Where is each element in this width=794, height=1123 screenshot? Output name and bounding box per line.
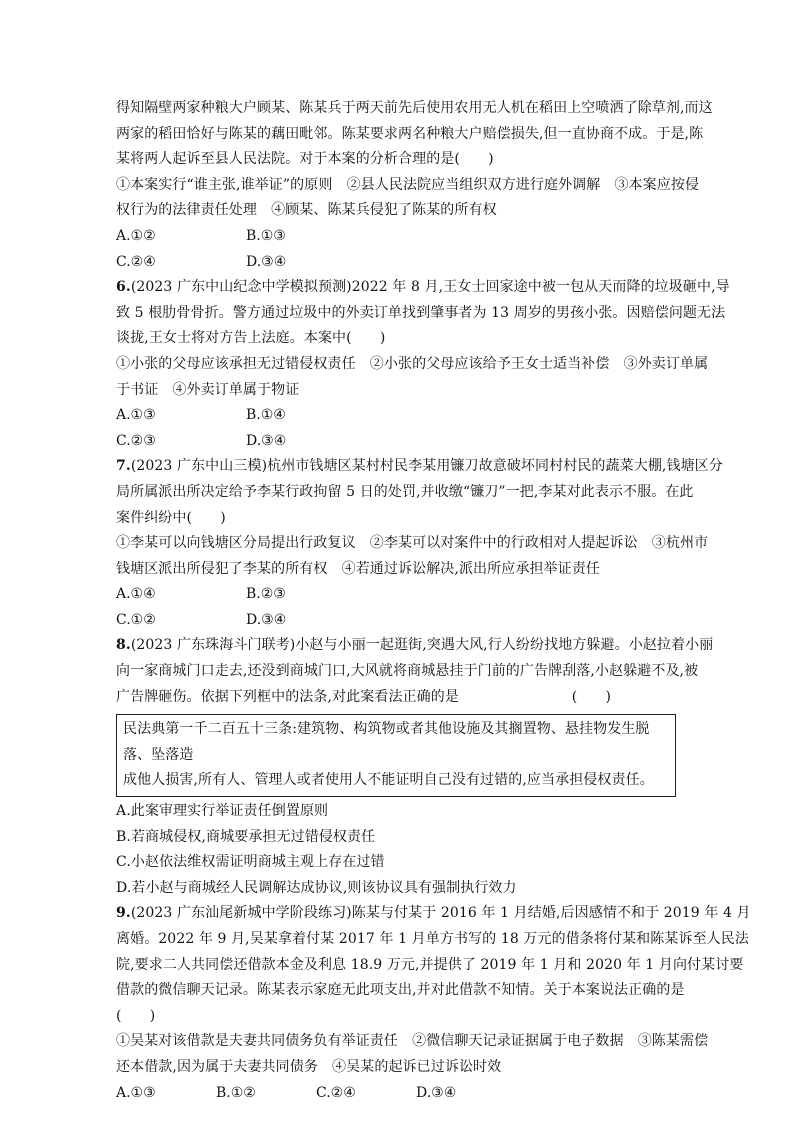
q7-statement-line: 钱塘区派出所侵犯了李某的所有权 ④若通过诉讼解决,派出所应承担举证责任 [116,560,600,577]
question-6 [116,275,730,454]
q7-stem-line: 案件纠纷中( ) [116,509,226,526]
q6-statement-line: 于书证 ④外卖订单属于物证 [116,381,300,398]
q7-options-row [116,582,690,608]
q6-stem-text: (2023 广东中山纪念中学模拟预测)2022 年 8 月,王女士回家途中被一包从天而降的垃圾砸中,导 [130,279,730,296]
q6-statement-line: ①小张的父母应该承担无过错侵权责任 ②小张的父母应该给予王女士适当补偿 ③外卖订单属 [116,355,709,372]
q5-stem-line: 两家的稻田恰好与陈某的藕田毗邻。陈某要求两名种粮大户赔偿损失,但一直协商不成。于是,陈 [116,125,704,142]
q8-law-excerpt-box [116,714,676,797]
q5-statement-line: ①本案实行“谁主张,谁举证”的原则 ②县人民法院应当组织双方进行庭外调解 ③本案应按侵 [116,176,700,193]
q6-stem-line: 谈拢,王女士将对方告上法庭。本案中( ) [116,330,386,347]
q5-option-a[interactable]: A.①② [116,227,156,244]
q7-option-a[interactable]: A.①④ [116,586,156,603]
q9-stem-text: (2023 广东汕尾新城中学阶段练习)陈某与付某于 2016 年 1 月结婚,后因感情不和于 2019 年 4 月 [130,905,751,922]
question-8 [116,633,714,901]
q7-stem-text: (2023 广东中山三模)杭州市钱塘区某村村民李某用镰刀故意破坏同村村民的蔬菜大棚,钱塘区分 [130,458,723,475]
q6-stem-line [116,275,730,301]
q7-stem-line [116,454,723,480]
q5-statement-line: 权行为的法律责任处理 ④顾某、陈某兵侵犯了陈某的所有权 [116,202,497,219]
q8-option-c[interactable]: C.小赵依法维权需证明商城主观上存在过错 [116,854,385,871]
q9-options-row [116,1081,690,1107]
q6-option-a[interactable]: A.①③ [116,407,156,424]
q6-option-c[interactable]: C.②③ [116,432,156,449]
q9-stem-line: 离婚。2022 年 9 月,吴某拿着付某 2017 年 1 月单方书写的 18 万元的借条将付某和陈某诉至人民法 [116,931,749,947]
q6-option-b[interactable]: B.①④ [246,407,286,424]
q6-option-d[interactable]: D.③④ [246,432,287,449]
q6-stem-line: 致 5 根肋骨骨折。警方通过垃圾中的外卖订单找到肇事者为 13 周岁的男孩小张。因赔偿问题无法 [116,304,726,321]
question-page [116,96,751,1106]
q9-stem-line: ( ) [116,1007,156,1024]
q6-number: 6. [116,279,131,296]
q8-law-excerpt-line: 成他人损害,所有人、管理人或者使用人不能证明自己没有过错的,应当承担侵权责任。 [123,772,654,789]
q5-option-d[interactable]: D.③④ [246,253,287,270]
q7-statement-line: ①李某可以向钱塘区分局提出行政复议 ②李某可以对案件中的行政相对人提起诉讼 ③杭州市 [116,535,709,552]
q8-stem-line [116,633,714,659]
q9-stem-line [116,901,751,927]
q8-option-b[interactable]: B.若商城侵权,商城要承担无过错侵权责任 [116,828,376,845]
q5-option-c[interactable]: C.②④ [116,253,156,270]
q7-option-d[interactable]: D.③④ [246,611,287,628]
q7-number: 7. [116,458,131,475]
q6-options-row [116,429,690,455]
q5-stem-line: 某将两人起诉至县人民法院。对于本案的分析合理的是( ) [116,151,494,168]
q9-option-d[interactable]: D.③④ [416,1084,457,1101]
q5-options-row [116,224,690,250]
q9-statement-line: ①吴某对该借款是夫妻共同债务负有举证责任 ②微信聊天记录证据属于电子数据 ③陈某需偿 [116,1033,709,1050]
question-9 [116,901,751,1106]
question-7 [116,454,723,633]
q5-option-b[interactable]: B.①③ [246,227,286,244]
q8-stem-line: 向一家商城门口走去,还没到商城门口,大风就将商城悬挂于门前的广告牌刮落,小赵躲避不及,被 [116,663,699,680]
q9-option-b[interactable]: B.①② [216,1084,256,1101]
q8-option-d[interactable]: D.若小赵与商城经人民调解达成协议,则该协议具有强制执行效力 [116,879,517,896]
q7-option-c[interactable]: C.①② [116,611,156,628]
q8-number: 8. [116,637,131,654]
question-5 [116,96,713,275]
q9-number: 9. [116,905,131,922]
q5-options-row [116,250,690,276]
q7-options-row [116,608,690,634]
q9-stem-line: 院,要求二人共同偿还借款本金及利息 18.9 万元,并提供了 2019 年 1 月和 2020 年 1 月向付某讨要 [116,956,744,973]
q9-option-c[interactable]: C.②④ [316,1084,356,1101]
q7-option-b[interactable]: B.②③ [246,586,286,603]
q8-stem-text: (2023 广东珠海斗门联考)小赵与小丽一起逛街,突遇大风,行人纷纷找地方躲避。小赵拉着小丽 [130,637,714,654]
q9-stem-line: 借款的微信聊天记录。陈某表示家庭无此项支出,并对此借款不知情。关于本案说法正确的是 [116,982,685,999]
q6-options-row [116,403,690,429]
q8-option-a[interactable]: A.此案审理实行举证责任倒置原则 [116,803,329,820]
q7-stem-line: 局所属派出所决定给予李某行政拘留 5 日的处罚,并收缴“镰刀”一把,李某对此表示不服。在此 [116,483,694,500]
q5-stem-line: 得知隔壁两家种粮大户顾某、陈某兵于两天前先后使用农用无人机在稻田上空喷洒了除草剂,而这 [116,100,713,116]
q9-statement-line: 还本借款,因为属于夫妻共同债务 ④吴某的起诉已过诉讼时效 [116,1058,502,1075]
q9-option-a[interactable]: A.①③ [116,1084,156,1101]
q8-law-excerpt-line: 民法典第一千二百五十三条:建筑物、构筑物或者其他设施及其搁置物、悬挂物发生脱落、坠落造 [123,721,650,763]
q8-stem-line: 广告牌砸伤。依据下列框中的法条,对此案看法正确的是 ( ) [116,688,612,705]
